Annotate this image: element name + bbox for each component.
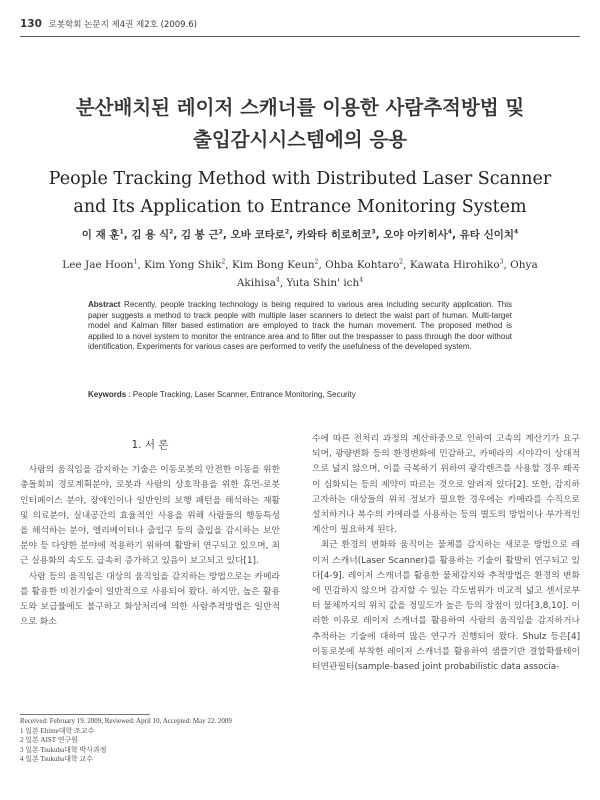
right-column [312,432,580,675]
english-author-name: Kim Yong Shik [144,259,222,271]
paragraph: 사람의 움직임을 감지하는 기술은 이동로봇의 안전한 이동을 위한 충돌회피 경로계획분야, 로봇과 사람의 상호작용을 위한 휴먼-로봇 인터페이스 분야, 장애인이나 일반인의 보행 패턴을 해석하는 재활 및 의료분야, 실내공간의 효율적인 사용을 위해 사람들의 행동특성을 해석하는 분야, 엘리베이터나 출입구 등의 출입을 감시하는 보안분야 등 다양한 분야에 적용하기 위하여 활발히 연구되고 있으며, 최근 실용화의 속도도 급속히 증가하고 있음이 보고되고 있다[1]. [20,465,280,567]
affiliation-mark: 2 [284,228,290,236]
english-title-line-2: and Its Application to Entrance Monitoring System [73,197,527,217]
footnote-affiliation-2: 2 일본 AIST 연구원 [20,736,78,744]
footnote-divider [20,714,150,715]
affiliation-mark: 3 [499,258,504,266]
running-header [20,18,197,30]
left-column [20,438,280,630]
footnote-affiliation-1: 1 일본 Ehime대학 조교수 [20,726,95,735]
affiliation-mark: 2 [218,228,223,236]
abstract-text: Recently, people tracking technology is being required to various area including security application. This paper suggests a method to track people with multiple laser scanners to detect the waist part of human. Multi-target model and Kalman filter based estimation are employed to track the human movement. The proposed method is applied to a novel system to monitor the entrance area and to filter out the trespasser to pass through the door without identification. Experiments for various cases are performed to verify the usefulness of the developed system. [88,300,512,351]
english-author-name: Lee Jae Hoon [62,259,134,271]
korean-author-name: 오바 코타로 [230,229,285,241]
affiliation-mark: 2 [314,258,319,266]
korean-author-name: 김 봉 근 [180,229,219,241]
korean-author-name: 유타 신이치 [459,229,515,241]
english-author-name: Yuta Shin' ich [286,277,360,289]
affiliation-mark: 3 [371,228,376,236]
korean-authors: 이 재 훈$^1$, 김 용 식$^2$, 김 봉 근$^2$, 오바 코타로$^2$, 카와타 히로히코$^3$, 오야 아키히사$^4$, 유타 신이치$^4$ [81,228,519,241]
korean-author-name: 이 재 훈 [81,229,120,241]
paragraph: 사람 등의 움직임은 대상의 움직임을 감지하는 방법으로는 카메라를 활용한 비전기술이 일반적으로 사용되어 왔다. 하지만, 높은 활용도와 보급률에도 불구하고 화상처리에 의한 사람추적방법은 일반적으로 화소 [20,571,280,628]
paragraph: 수에 따른 전처리 과정의 계산하중으로 인하여 고속의 계산기가 요구되며, 광량변화 등의 환경변화에 민감하고, 카메라의 시야각이 상대적으로 넓지 않으며, 이를 극복하기 위하여 광각렌즈를 사용할 경우 왜곡이 심화되는 등의 제약이 따르는 것으로 알려져 있다[2]. 또한, 감지하고자하는 대상들의 위치 정보가 필요한 경우에는 카메라를 수직으로 설치하거나 복수의 카메라를 사용하는 등의 별도의 방법이나 부가적인 계산이 필요하게 된다. [312,434,580,536]
paragraph: 최근 환경의 변화와 움직이는 물체를 감지하는 새로운 방법으로 레이저 스캐너(Laser Scanner)를 활용하는 기술이 활발히 연구되고 있다[4-9]. 레이저 스캐너를 활용한 물체감지와 추적방법은 환경의 변화에 민감하지 않으며 감지할 수 있는 각도범위가 비교적 넓고 센서로부터 물체까지의 위치 값을 정밀도가 높은 등의 장점이 있다[3,8,10]. 이러한 이유로 레이저 스캐너를 활용하여 사람의 움직임을 감지하거나 추적하는 기술에 대하여 많은 연구가 진행되어 왔다. Shulz 등은[4] 이동로봇에 부착한 레이저 스캐너를 활용하여 샘플기반 결합확률테이터연관필터(sample-based joint probabilistic data associa- [312,540,580,673]
korean-author-name: 김 용 식 [131,229,170,241]
footnote-affiliation-3: 3 일본 Tsukuba대학 박사과정 [20,745,107,754]
english-authors: Lee Jae Hoon$^1$, Kim Yong Shik$^2$, Kim Bong Keun$^2$, Ohba Kohtaro$^2$, Kawata Hirohiko$^3$, Ohya Akihisa$^4$, Yuta Shin' ich$^4$ [62,258,538,289]
affiliation-mark: 4 [514,228,519,236]
affiliation-mark: 2 [169,228,174,236]
english-author-name: Kim Bong Keun [231,259,315,271]
affiliation-mark: 4 [447,228,452,236]
footnote-affiliation-4: 4 일본 Tsukuba대학 교수 [20,755,93,763]
affiliation-mark: 2 [221,258,226,266]
english-title [0,165,600,221]
affiliation-mark: 1 [119,228,124,236]
korean-title-line-1: 분산배치된 레이저 스캐너를 이용한 사람추적방법 및 [75,96,525,119]
abstract-label: Abstract [88,300,121,309]
korean-title [0,92,600,156]
footnotes [20,717,290,765]
abstract [88,300,512,353]
english-author-name: Kawata Hirohiko [409,259,500,271]
korean-author-name: 오야 아키히사 [383,229,448,241]
page-number: 130 [20,18,42,30]
affiliation-mark: 4 [275,276,280,284]
affiliation-mark: 1 [133,258,138,266]
english-title-line-1: People Tracking Method with Distributed Laser Scanner [48,169,552,189]
footnote-received: Received: February 19. 2009, Reviewed: April 10, Accepted: May 22. 2009 [20,717,232,725]
korean-author-name: 카와타 히로히코 [296,229,372,241]
korean-title-line-2: 출입감시시스템에의 응용 [193,128,407,151]
section-title: 1. 서 론 [131,439,169,451]
english-author-name: Ohba Kohtaro [325,259,400,271]
affiliation-mark: 2 [399,258,404,266]
header-divider [20,36,580,37]
affiliation-mark: 4 [359,276,364,284]
journal-info: 로봇학회 논문지 제4권 제2호 (2009.6) [48,20,197,30]
english-author-name: Ohya Akihisa [236,259,538,289]
keywords [88,390,512,399]
keywords-label: Keywords [88,390,127,399]
keywords-text: : People Tracking, Laser Scanner, Entrance Monitoring, Security [126,390,356,399]
